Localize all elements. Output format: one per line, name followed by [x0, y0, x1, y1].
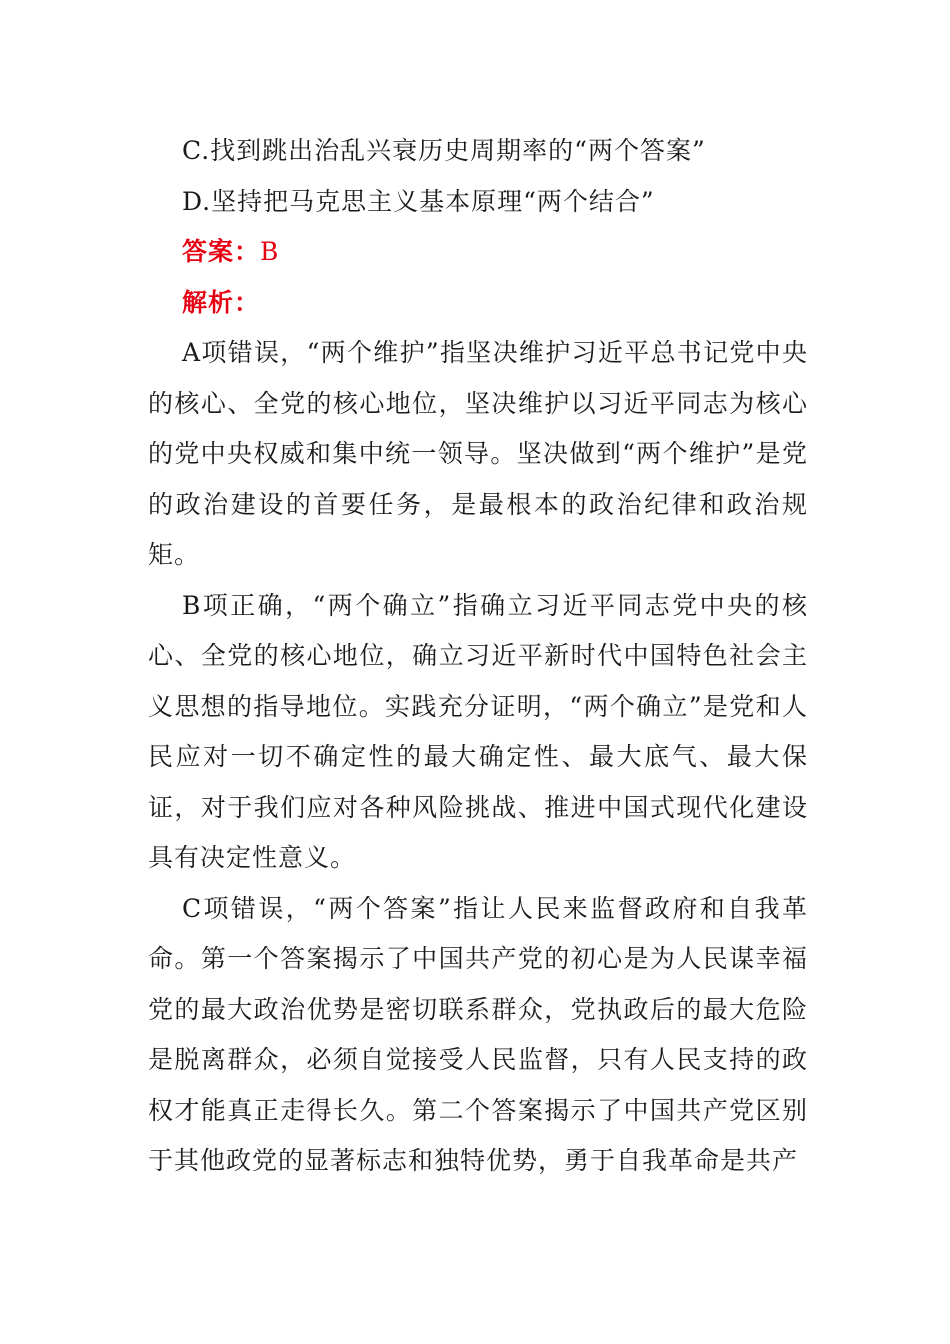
analysis-label: 解析：: [182, 287, 261, 317]
paragraph-a-text: A项错误，“两个维护”指坚决维护习近平总书记党中央的核心、全党的核心地位，坚决维护以习近平同志为核心的党中央权威和集中统一领导。坚决做到“两个维护”是党的政治建设的首要任务，是最根本的政治纪律和政治规矩。: [148, 338, 808, 569]
analysis-paragraph-b: [148, 581, 808, 884]
analysis-paragraph-c: [148, 884, 808, 1187]
paragraph-b-text: B项正确，“两个确立”指确立习近平同志党中央的核心、全党的核心地位，确立习近平新时代中国特色社会主义思想的指导地位。实践充分证明，“两个确立”是党和人民应对一切不确定性的最大确定性、最大底气、最大保证，对于我们应对各种风险挑战、推进中国式现代化建设具有决定性意义。: [148, 590, 808, 872]
answer-value: B: [260, 237, 280, 266]
option-c: C.找到跳出治乱兴衰历史周期率的“两个答案”: [182, 136, 706, 165]
paragraph-c-text: C项错误，“两个答案”指让人民来监督政府和自我革命。第一个答案揭示了中国共产党的初心是为人民谋幸福党的最大政治优势是密切联系群众，党执政后的最大危险是脱离群众，必须自觉接受人民监督，只有人民支持的政权才能真正走得长久。第二个答案揭示了中国共产党区别于其他政党的显著标志和独特优势，勇于自我革命是共产: [148, 893, 808, 1175]
option-d: D.坚持把马克思主义基本原理“两个结合”: [182, 186, 655, 216]
answer-line: [148, 227, 808, 278]
answer-label: 答案：: [182, 237, 261, 266]
analysis-paragraph-a: [148, 328, 808, 581]
document-content: [148, 126, 808, 1187]
